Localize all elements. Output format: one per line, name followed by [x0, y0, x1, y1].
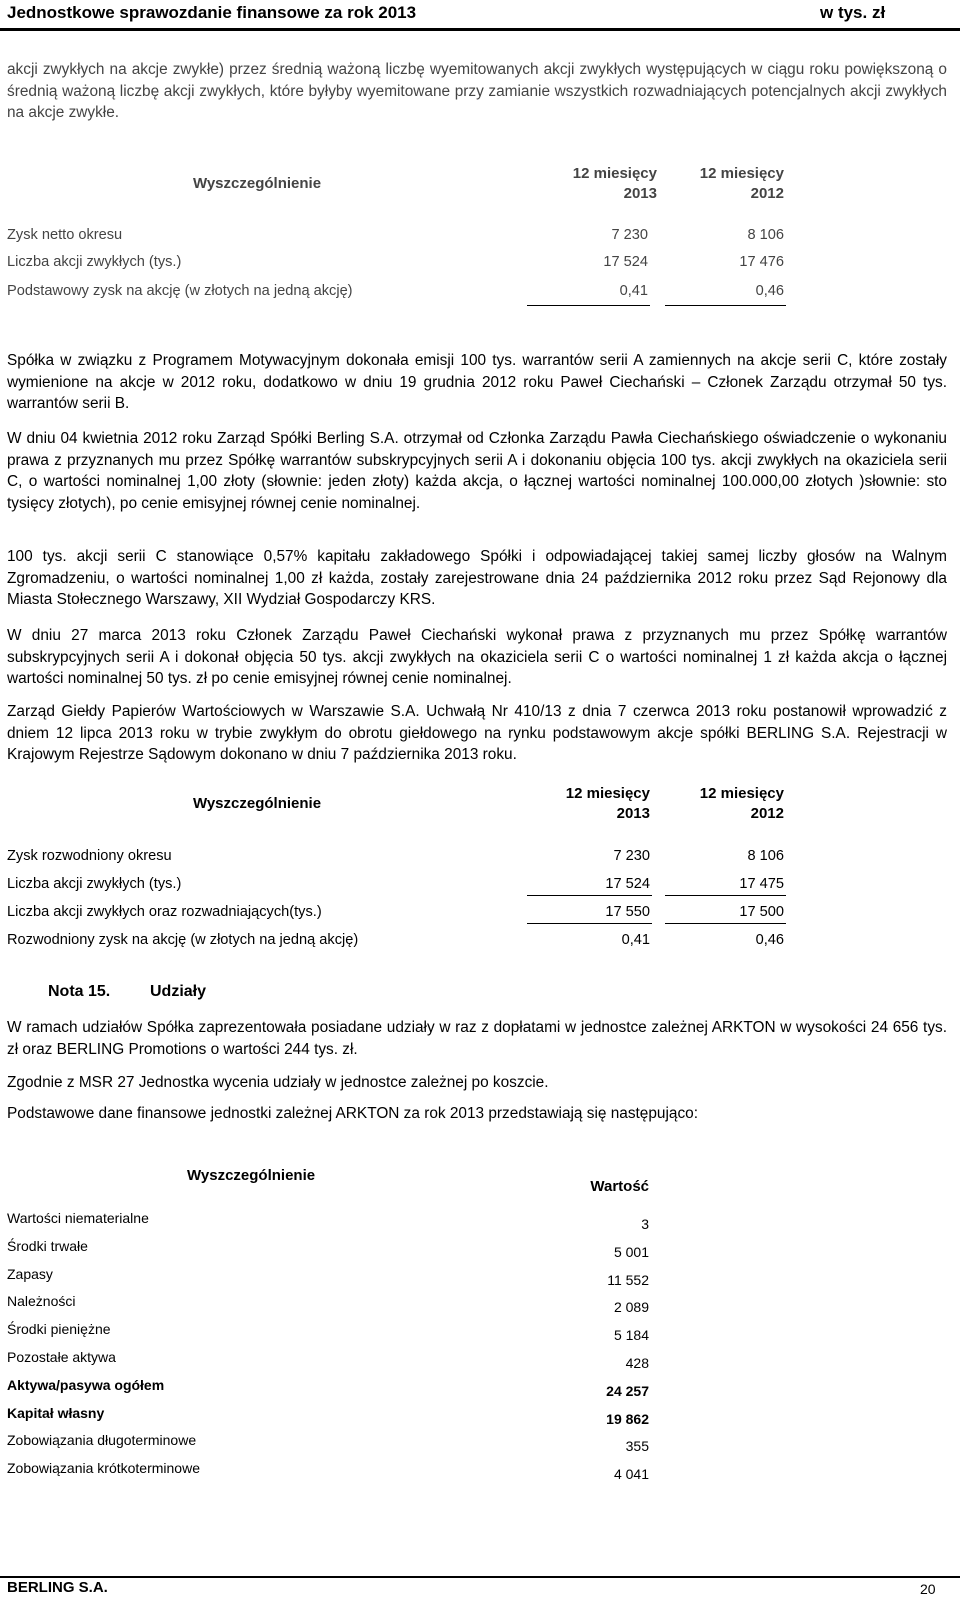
table-cell: 19 862 [606, 1410, 649, 1427]
table3-header-value: Wartość [590, 1178, 649, 1195]
table-row-label: Zobowiązania długoterminowe [7, 1432, 197, 1449]
table2-h2-line1: 12 miesięcy [699, 785, 784, 802]
row-separator [665, 895, 786, 896]
page-number: 20 [920, 1581, 936, 1597]
footer-divider [0, 1576, 960, 1578]
paragraph-april-2012: W dniu 04 kwietnia 2012 roku Zarząd Spółki Berling S.A. otrzymał od Członka Zarządu Pawła Ciechańskiego oświadczenie o wykonaniu prawa z przyznanych mu przez Spółkę warrantów subskrypcyjnych serii A i dokonaniu objęcia 100 tys. akcji zwykłych na okaziciela serii C, o wartości nominalnej 1,00 złoty (słownie: jeden złoty) każda akcja, o łącznej wartości nominalnej 100.000,00 złotych )słownie: sto tysięcy złotych), po cenie emisyjnej równej cenie nominalnej. [7, 430, 947, 512]
table2-header-2013 [547, 784, 650, 824]
table-cell: 8 106 [747, 848, 784, 864]
paragraph-series-c: 100 tys. akcji serii C stanowiące 0,57% kapitału zakładowego Spółki i odpowiadającej takiej samej liczby głosów na Walnym Zgromadzeniu, o wartości nominalnej 1,00 zł każda, zostały zarejestrowane dnia 24 października 2012 roku przez Sąd Rejonowy dla Miasta Stołecznego Warszawy, XII Wydział Gospodarczy KRS. [7, 548, 947, 608]
table-cell: 0,41 [619, 283, 648, 299]
table-cell: 5 184 [613, 1327, 649, 1344]
table-row-label: Środki trwałe [7, 1237, 88, 1254]
total-underline [527, 305, 650, 306]
table-row-label: Kapitał własny [7, 1404, 105, 1421]
paragraph-msr27: Zgodnie z MSR 27 Jednostka wycenia udziały w jednostce zależnej po koszcie. [7, 1074, 549, 1091]
note-title: Udziały [150, 983, 207, 1000]
unit-label: w tys. zł [820, 3, 886, 22]
table-row-label: Rozwodniony zysk na akcję (w złotych na jedną akcję) [7, 932, 359, 948]
table2-header-label: Wyszczególnienie [192, 795, 322, 812]
table1-header-2012 [677, 164, 784, 204]
table-row-label: Liczba akcji zwykłych oraz rozwadniających(tys.) [7, 904, 322, 920]
paragraph-gpw: Zarząd Giełdy Papierów Wartościowych w Warszawie S.A. Uchwałą Nr 410/13 z dnia 7 czerwca 2013 roku postanowił wprowadzić z dniem 12 lipca 2013 roku w trybie zwykłym do obrotu giełdowego na rynku podstawowym akcje spółki BERLING S.A. Rejestracji w Krajowym Rejestrze Sądowym dokonano w dniu 7 października 2013 roku. [7, 703, 947, 763]
table-cell: 355 [625, 1438, 649, 1455]
table2-h2-line2: 2012 [750, 805, 784, 822]
table-cell: 0,46 [755, 283, 784, 299]
report-title: Jednostkowe sprawozdanie finansowe za rok 2013 [7, 3, 417, 22]
paragraph-march-2013: W dniu 27 marca 2013 roku Członek Zarządu Paweł Ciechański wykonał prawa z przyznanych mu przez Spółkę warrantów subskrypcyjnych serii A i dokonał objęcia 50 tys. akcji zwykłych na okaziciela serii C o wartości nominalnej 1 zł każda akcja o łącznej wartości nominalnej 50 tys. zł po cenie emisyjnej równej cenie nominalnej. [7, 627, 947, 687]
table-cell: 17 550 [605, 904, 650, 920]
table-row-label: Liczba akcji zwykłych (tys.) [7, 254, 182, 270]
table-row-label: Należności [7, 1293, 76, 1310]
footer-company: BERLING S.A. [7, 1579, 108, 1596]
table-row-label: Środki pieniężne [7, 1321, 111, 1338]
table-cell: 17 475 [739, 876, 784, 892]
table2-header-2012 [677, 784, 784, 824]
table-cell: 5 001 [613, 1243, 649, 1260]
table-row-label: Liczba akcji zwykłych (tys.) [7, 876, 182, 892]
table-cell: 3 [641, 1216, 649, 1232]
table1-h1-line2: 2013 [623, 185, 657, 202]
table-row-label: Podstawowy zysk na akcję (w złotych na jedną akcję) [7, 283, 353, 299]
table-cell: 8 106 [747, 227, 784, 243]
table2-h1-line1: 12 miesięcy [565, 785, 650, 802]
table-cell: 2 089 [613, 1299, 649, 1316]
table-row-label: Zysk rozwodniony okresu [7, 848, 172, 864]
table1-header-2013 [547, 164, 657, 204]
table-cell: 17 524 [603, 254, 648, 270]
table1-h2-line1: 12 miesięcy [699, 165, 784, 182]
table-row-label: Zobowiązania krótkoterminowe [7, 1460, 200, 1477]
row-separator [527, 895, 652, 896]
row-separator [665, 923, 786, 924]
table1-header-label: Wyszczególnienie [192, 175, 322, 192]
table-cell: 0,41 [621, 932, 650, 948]
table-cell: 17 500 [739, 904, 784, 920]
table1-h2-line2: 2012 [750, 185, 784, 202]
row-separator [527, 923, 652, 924]
table1-h1-line1: 12 miesięcy [572, 165, 657, 182]
paragraph-arkton-intro: Podstawowe dane finansowe jednostki zależnej ARKTON za rok 2013 przedstawiają się następująco: [7, 1105, 698, 1122]
table-cell: 7 230 [613, 848, 650, 864]
table2-h1-line2: 2013 [616, 805, 650, 822]
intro-paragraph: akcji zwykłych na akcje zwykłe) przez średnią ważoną liczbę wyemitowanych akcji zwykłych występujących w ciągu roku powiększoną o średnią ważoną liczbę akcji zwykłych, które byłyby wyemitowane przy zamianie wszystkich rozwadniających potencjalnych akcji zwykłych na akcje zwykłe. [7, 61, 947, 121]
table3-header-label: Wyszczególnienie [187, 1167, 316, 1184]
table-cell: 7 230 [611, 227, 648, 243]
table-cell: 24 257 [606, 1382, 649, 1399]
table-cell: 17 476 [739, 254, 784, 270]
table-cell: 428 [625, 1355, 649, 1371]
table-cell: 11 552 [607, 1271, 649, 1288]
table-row-label: Zapasy [7, 1265, 53, 1282]
table-row-label: Pozostałe aktywa [7, 1349, 116, 1365]
table-row-label: Wartości niematerialne [7, 1210, 149, 1226]
table-cell: 4 041 [613, 1466, 649, 1483]
total-underline [665, 305, 786, 306]
table-row-label: Zysk netto okresu [7, 227, 123, 243]
table-cell: 17 524 [605, 876, 650, 892]
page-header [0, 0, 960, 31]
paragraph-warrants: Spółka w związku z Programem Motywacyjnym dokonała emisji 100 tys. warrantów serii A zamiennych na akcje serii C, które zostały wymienione na akcje w 2012 roku, dodatkowo w dniu 19 grudnia 2012 roku Paweł Ciechański – Członek Zarządu otrzymał 50 tys. warrantów serii B. [7, 352, 947, 412]
note-number: Nota 15. [48, 983, 111, 1000]
table-cell: 0,46 [755, 932, 784, 948]
table-row-label: Aktywa/pasywa ogółem [7, 1376, 165, 1393]
paragraph-shares: W ramach udziałów Spółka zaprezentowała posiadane udziały w raz z dopłatami w jednostce zależnej ARKTON w wysokości 24 656 tys. zł oraz BERLING Promotions o wartości 244 tys. zł. [7, 1019, 947, 1058]
